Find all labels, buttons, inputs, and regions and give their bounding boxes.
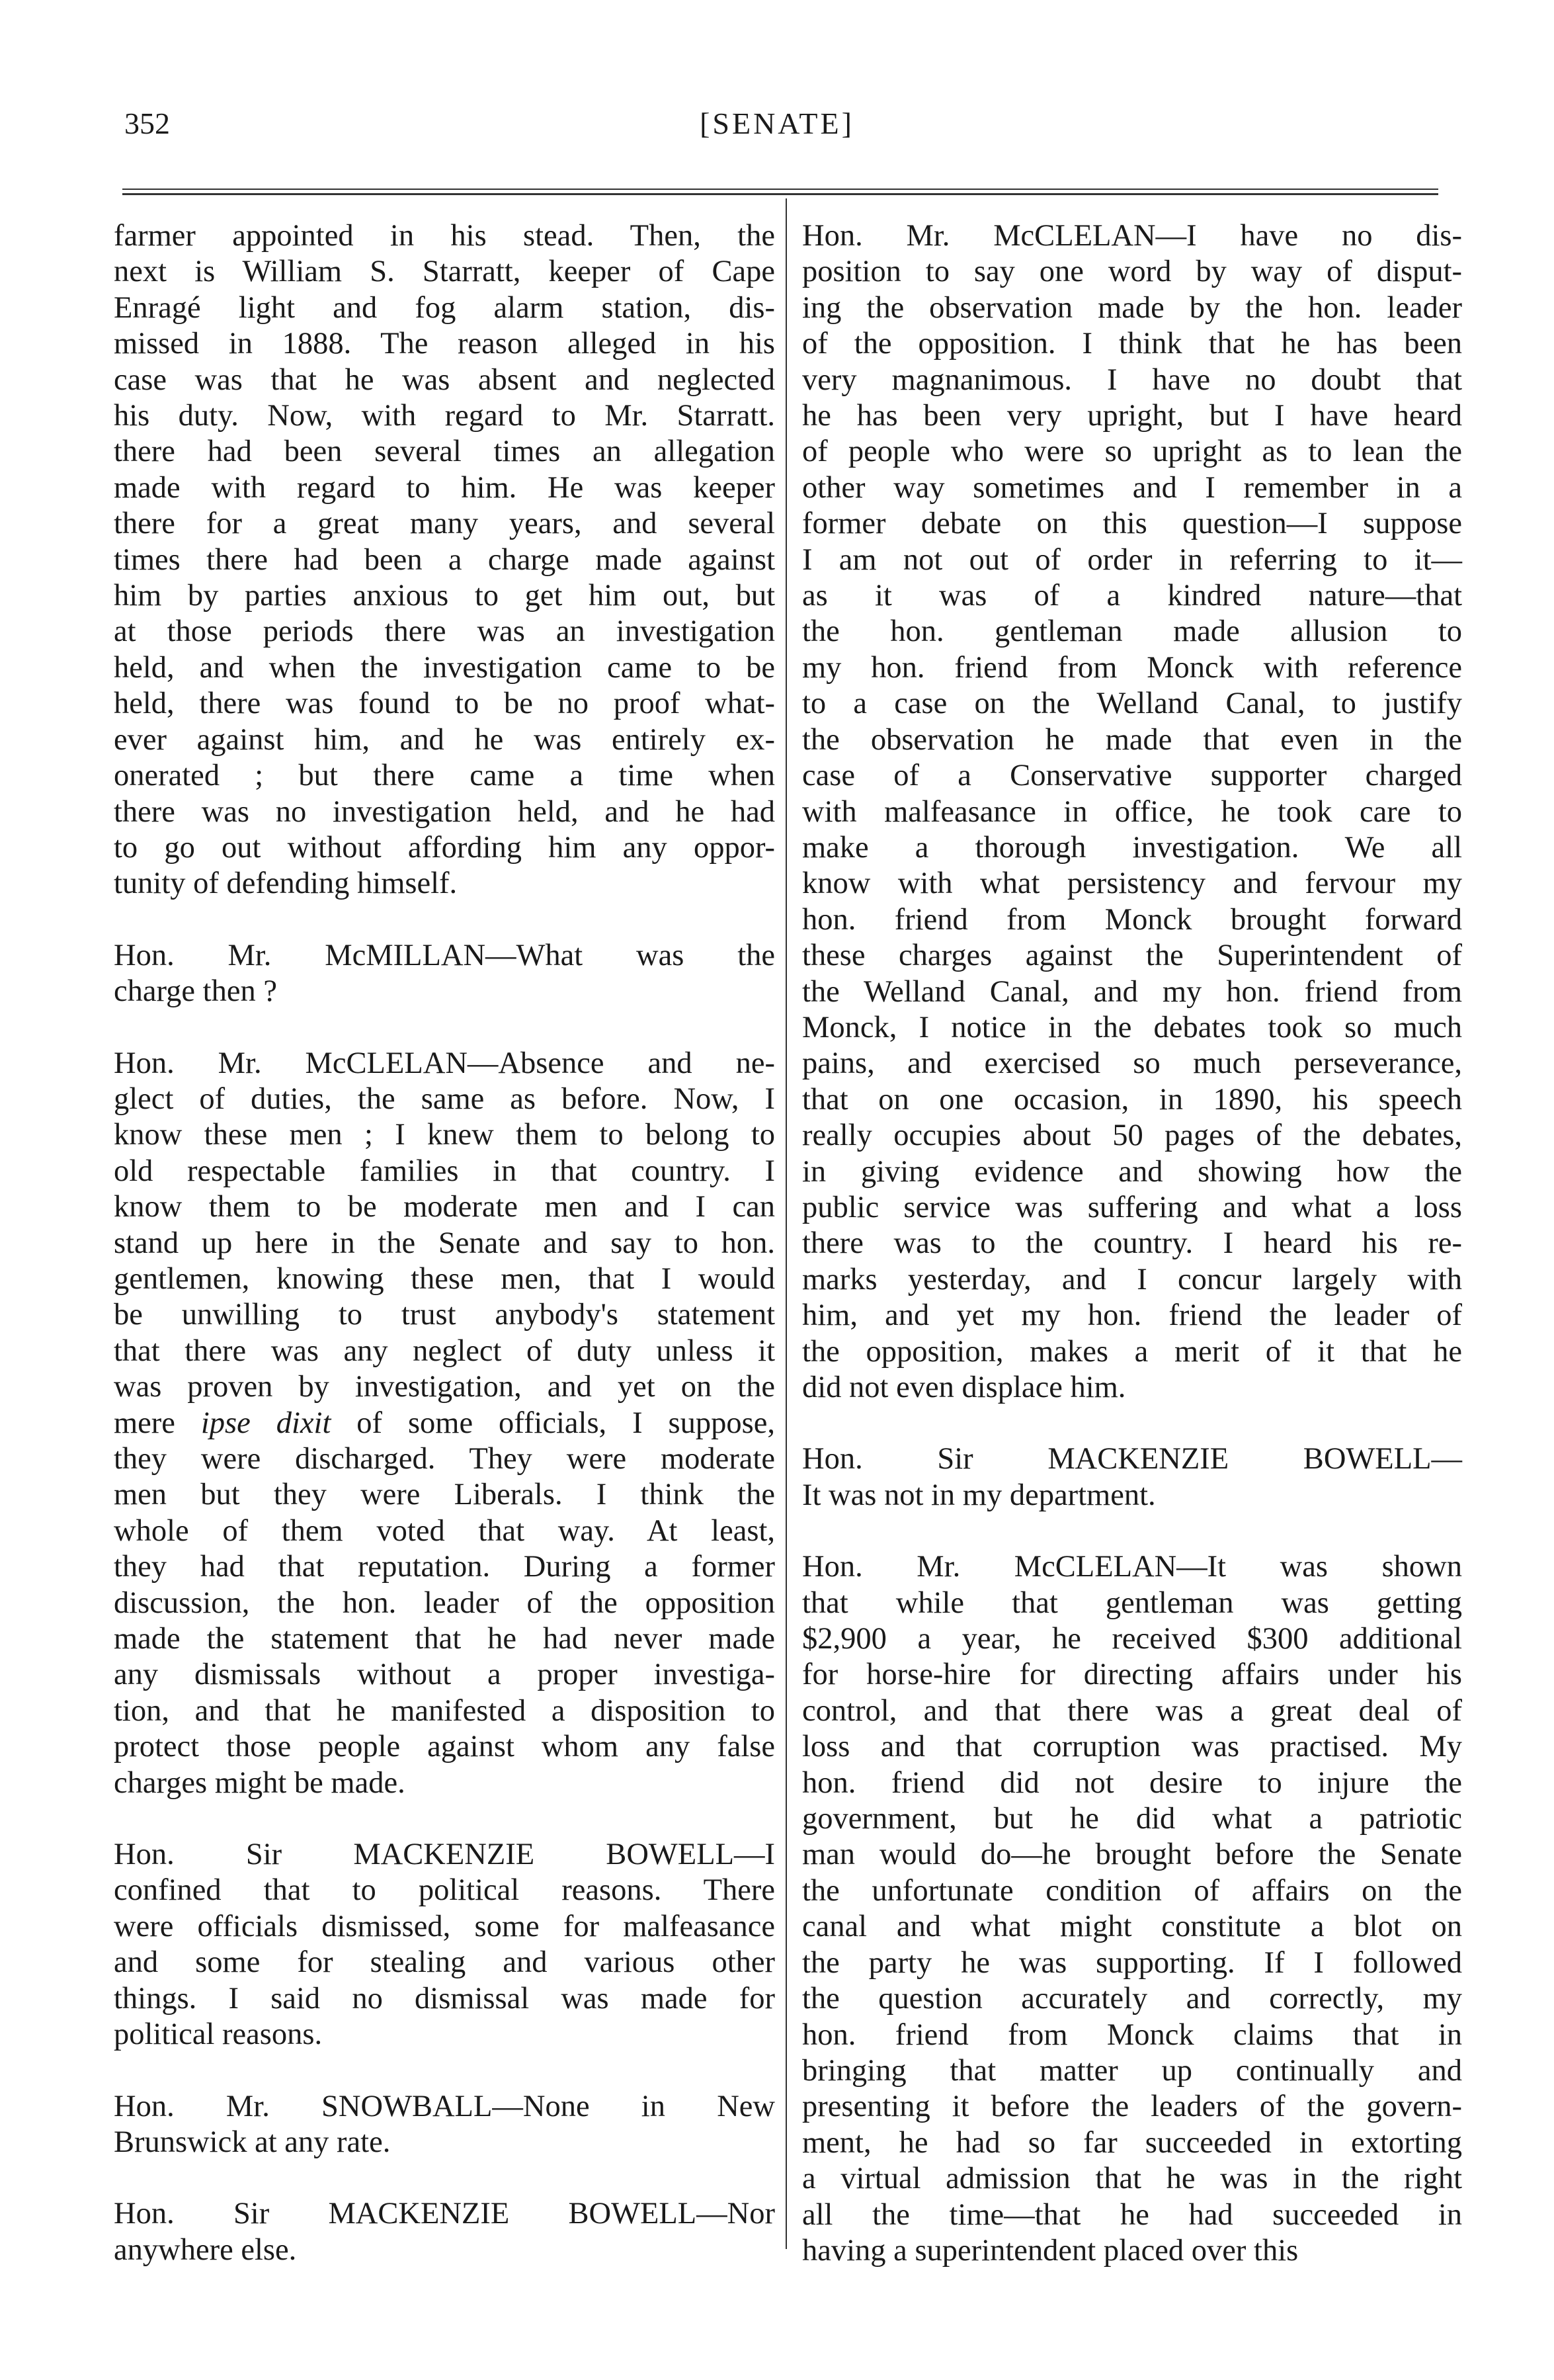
text-line: the party he was supporting. If I followed: [802, 1945, 1462, 1980]
text-line: of the opposition. I think that he has been: [802, 327, 1462, 361]
text-line: It was not in my department.: [802, 1478, 1156, 1512]
text-line: any dismissals without a proper investiga-: [114, 1658, 775, 1692]
text-line: with malfeasance in office, he took care to: [802, 794, 1462, 829]
text-line: hon. friend did not desire to injure the: [802, 1765, 1462, 1800]
paragraph: [114, 218, 775, 902]
text-line: did not even displace him.: [802, 1371, 1126, 1404]
text-line: public service was suffering and what a loss: [802, 1190, 1462, 1224]
column-divider: [786, 198, 787, 2249]
text-line: there for a great many years, and several: [114, 507, 775, 541]
text-line: presenting it before the leaders of the govern-: [802, 2090, 1462, 2124]
text-line: onerated ; but there came a time when: [114, 759, 775, 793]
text-line: Hon. Sir MACKENZIE BOWELL—I: [114, 1838, 775, 1872]
text-line: know these men ; I knew them to belong to: [114, 1118, 775, 1152]
paragraph: [802, 1441, 1462, 1513]
paragraph: [114, 938, 775, 1010]
text-line: be unwilling to trust anybody's statement: [114, 1298, 775, 1332]
text-line: Hon. Mr. McCLELAN—It was shown: [802, 1550, 1462, 1584]
text-line: case of a Conservative supporter charged: [802, 759, 1462, 793]
text-line: gentlemen, knowing these men, that I would: [114, 1261, 775, 1296]
text-line: Hon. Sir MACKENZIE BOWELL—Nor: [114, 2197, 775, 2231]
text-line: know them to be moderate men and I can: [114, 1190, 775, 1224]
text-line: the opposition, makes a merit of it that he: [802, 1334, 1462, 1369]
text-line: very magnanimous. I have no doubt that: [802, 362, 1462, 397]
text-line: held, there was found to be no proof what-: [114, 687, 775, 721]
text-line: pains, and exercised so much perseverance,: [802, 1046, 1462, 1081]
text-line: and some for stealing and various other: [114, 1945, 775, 1980]
text-line: old respectable families in that country. I: [114, 1154, 775, 1188]
text-line: to go out without affording him any oppor-: [114, 830, 775, 865]
text-line: confined that to political reasons. There: [114, 1873, 775, 1908]
text-line: Brunswick at any rate.: [114, 2125, 391, 2159]
paragraph: [802, 1549, 1462, 2269]
text-line: having a superintendent placed over this: [802, 2233, 1299, 2268]
text-line: whole of them voted that way. At least,: [114, 1513, 775, 1548]
text-line: know with what persistency and fervour my: [802, 867, 1462, 901]
text-line: that while that gentleman was getting: [802, 1586, 1462, 1620]
page-header: [0, 106, 1554, 146]
text-line: charges might be made.: [114, 1765, 405, 1800]
text-line: made with regard to him. He was keeper: [114, 470, 775, 505]
text-line: to a case on the Welland Canal, to justify: [802, 687, 1462, 721]
text-line: Hon. Mr. McCLELAN—Absence and ne-: [114, 1046, 775, 1080]
text-line: him, and yet my hon. friend the leader of: [802, 1298, 1462, 1333]
text-line: at those periods there was an investigation: [114, 615, 775, 649]
text-line: were officials dismissed, some for malfeasance: [114, 1909, 775, 1943]
text-line: that on one occasion, in 1890, his speech: [802, 1082, 1462, 1117]
text-line: position to say one word by way of disput-: [802, 255, 1462, 289]
text-line: Hon. Mr. McMILLAN—What was the: [114, 938, 775, 972]
paragraph: [802, 218, 1462, 1406]
text-line: times there had been a charge made against: [114, 542, 775, 577]
text-line: political reasons.: [114, 2018, 323, 2052]
text-line: men but they were Liberals. I think the: [114, 1478, 775, 1512]
text-line: charge then ?: [114, 974, 278, 1009]
text-line: they were discharged. They were moderate: [114, 1442, 775, 1476]
left-column: [114, 218, 775, 2268]
text-line: that there was any neglect of duty unless it: [114, 1334, 775, 1368]
paragraph: [114, 1046, 775, 1802]
text-line: the observation he made that even in the: [802, 722, 1462, 757]
text-line: a virtual admission that he was in the right: [802, 2162, 1462, 2196]
paragraph: [114, 2196, 775, 2268]
text-line: Monck, I notice in the debates took so much: [802, 1010, 1462, 1044]
text-line: ever against him, and he was entirely ex-: [114, 722, 775, 757]
text-line: former debate on this question—I suppose: [802, 507, 1462, 541]
text-line: hon. friend from Monck brought forward: [802, 902, 1462, 937]
text-line: made the statement that he had never made: [114, 1622, 775, 1656]
text-line: control, and that there was a great deal of: [802, 1693, 1462, 1728]
text-line: stand up here in the Senate and say to hon.: [114, 1226, 775, 1260]
text-line: there had been several times an allegation: [114, 435, 775, 469]
page-number: 352: [124, 106, 170, 140]
text-line: case was that he was absent and neglected: [114, 362, 775, 397]
text-line: mere ipse dixit of some officials, I suppose,: [114, 1406, 775, 1440]
text-line: there was to the country. I heard his re-: [802, 1226, 1462, 1261]
text-line: held, and when the investigation came to be: [114, 650, 775, 685]
text-line: his duty. Now, with regard to Mr. Starratt.: [114, 399, 775, 433]
text-line: as it was of a kindred nature—that: [802, 579, 1462, 613]
text-line: they had that reputation. During a former: [114, 1550, 775, 1584]
text-line: tion, and that he manifested a disposition to: [114, 1693, 775, 1728]
text-line: protect those people against whom any false: [114, 1730, 775, 1764]
text-line: he has been very upright, but I have heard: [802, 399, 1462, 433]
text-line: next is William S. Starratt, keeper of Cape: [114, 255, 775, 289]
text-line: him by parties anxious to get him out, but: [114, 579, 775, 613]
text-line: glect of duties, the same as before. Now, I: [114, 1082, 775, 1116]
running-head: [SENATE]: [700, 106, 854, 140]
text-line: of people who were so upright as to lean the: [802, 435, 1462, 469]
text-line: these charges against the Superintendent of: [802, 939, 1462, 973]
text-line: Hon. Sir MACKENZIE BOWELL—: [802, 1442, 1462, 1476]
header-rule: [122, 189, 1438, 195]
text-line: the hon. gentleman made allusion to: [802, 615, 1462, 649]
right-column: [802, 218, 1462, 2269]
text-line: really occupies about 50 pages of the debates,: [802, 1119, 1462, 1153]
text-line: farmer appointed in his stead. Then, the: [114, 219, 775, 253]
text-line: the unfortunate condition of affairs on the: [802, 1873, 1462, 1908]
text-line: ing the observation made by the hon. leader: [802, 290, 1462, 325]
paragraph: [114, 1837, 775, 2053]
text-line: man would do—he brought before the Senate: [802, 1838, 1462, 1872]
text-line: hon. friend from Monck claims that in: [802, 2018, 1462, 2052]
text-line: all the time—that he had succeeded in: [802, 2197, 1462, 2232]
text-line: anywhere else.: [114, 2232, 297, 2267]
text-line: other way sometimes and I remember in a: [802, 470, 1462, 505]
text-line: there was no investigation held, and he had: [114, 794, 775, 829]
text-line: marks yesterday, and I concur largely with: [802, 1262, 1462, 1296]
text-line: missed in 1888. The reason alleged in his: [114, 327, 775, 361]
text-line: my hon. friend from Monck with reference: [802, 650, 1462, 685]
text-line: the question accurately and correctly, my: [802, 1982, 1462, 2016]
text-line: tunity of defending himself.: [114, 867, 458, 901]
text-line: $2,900 a year, he received $300 additional: [802, 1622, 1462, 1656]
text-line: ment, he had so far succeeded in extorting: [802, 2125, 1462, 2160]
text-line: Enragé light and fog alarm station, dis-: [114, 290, 775, 325]
text-line: make a thorough investigation. We all: [802, 830, 1462, 865]
text-line: canal and what might constitute a blot on: [802, 1910, 1462, 1944]
text-line: bringing that matter up continually and: [802, 2053, 1462, 2088]
text-line: in giving evidence and showing how the: [802, 1154, 1462, 1189]
text-line: was proven by investigation, and yet on the: [114, 1370, 775, 1404]
text-line: loss and that corruption was practised. My: [802, 1730, 1462, 1764]
text-line: the Welland Canal, and my hon. friend from: [802, 974, 1462, 1009]
text-line: I am not out of order in referring to it—: [802, 542, 1462, 577]
text-line: discussion, the hon. leader of the opposition: [114, 1586, 775, 1620]
text-line: for horse-hire for directing affairs under his: [802, 1658, 1462, 1692]
text-line: Hon. Mr. SNOWBALL—None in New: [114, 2089, 775, 2123]
text-line: things. I said no dismissal was made for: [114, 1981, 775, 2016]
text-line: Hon. Mr. McCLELAN—I have no dis-: [802, 219, 1462, 253]
text-line: government, but he did what a patriotic: [802, 1802, 1462, 1836]
paragraph: [114, 2089, 775, 2161]
